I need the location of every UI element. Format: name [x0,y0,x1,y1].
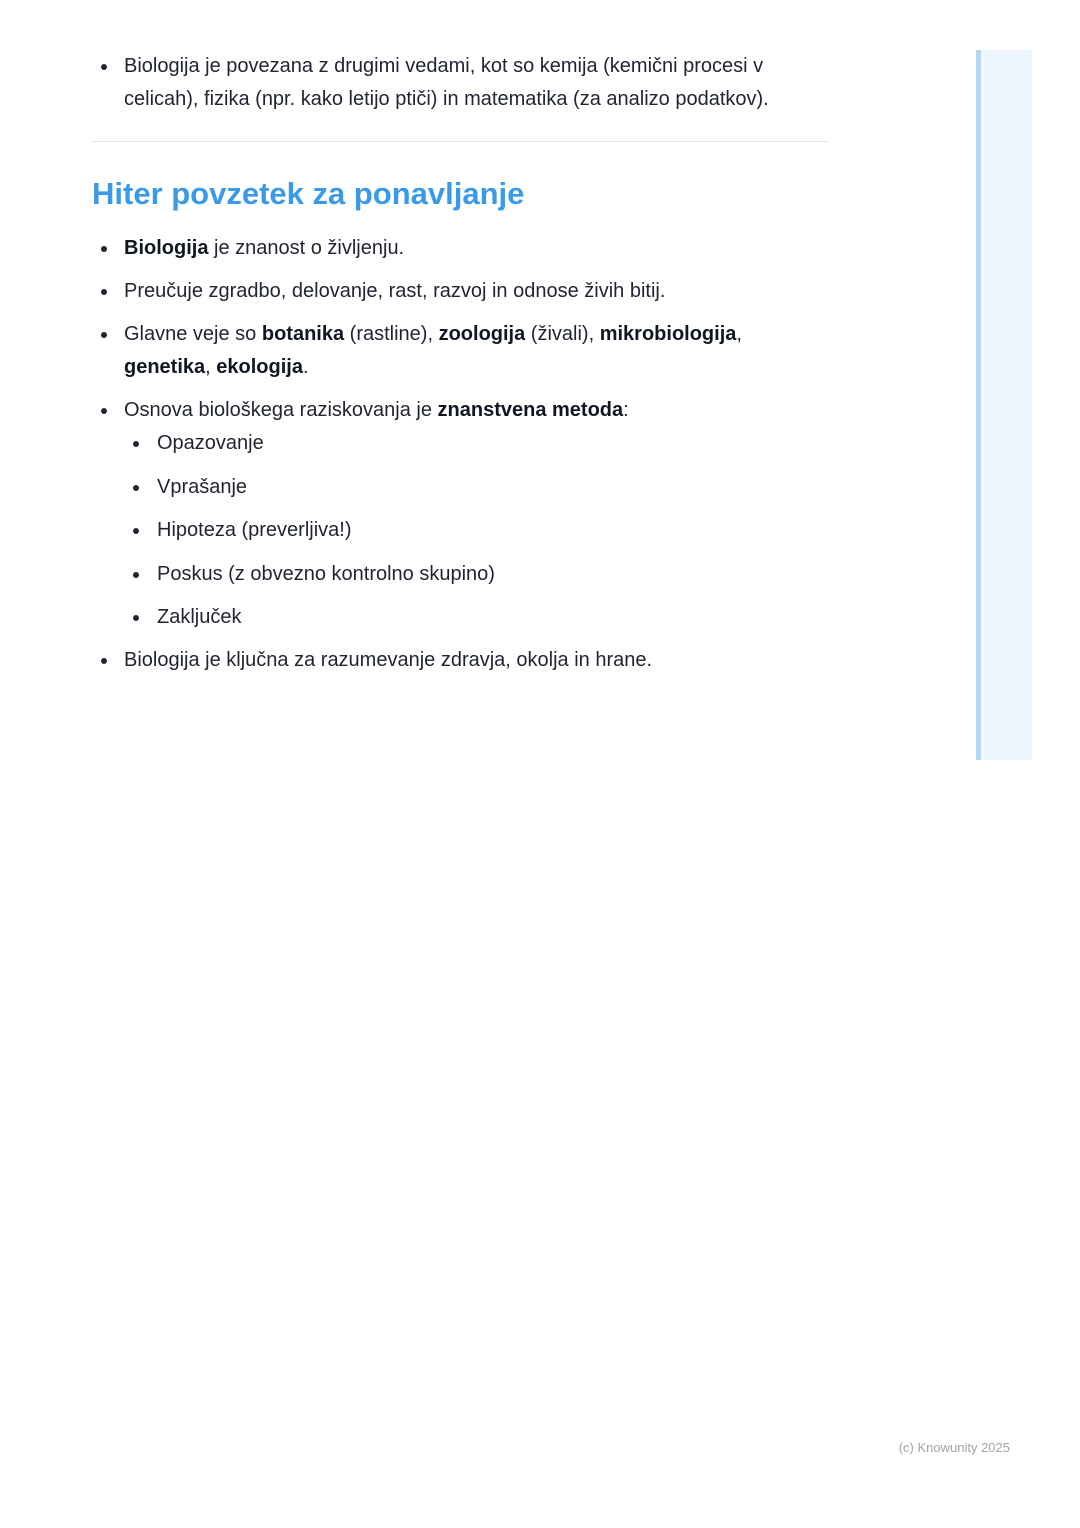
item-text: (živali), [525,323,600,345]
method-steps-list [124,427,828,634]
bold-term: ekologija [216,356,303,378]
item-text: (rastline), [344,323,439,345]
item-text: Glavne veje so [124,323,262,345]
copyright-footer: (c) Knowunity 2025 [898,1440,1010,1455]
bold-term: mikrobiologija [599,323,737,345]
method-step: Hipoteza (preverljiva!) [124,514,828,547]
intro-list [92,50,828,116]
item-text: : [623,399,629,421]
bold-term: Biologija [124,237,209,259]
list-item [92,275,828,308]
bold-term: zoologija [438,323,526,345]
item-text: . [302,356,309,378]
method-step: Vprašanje [124,471,828,504]
method-step: Opazovanje [124,427,828,460]
method-step: Poskus (z obvezno kontrolno skupino) [124,558,828,591]
bold-term: znanstvena metoda [437,399,624,421]
section-heading: Hiter povzetek za ponavljanje [92,176,525,211]
item-text: , [736,323,742,345]
method-step: Zaključek [124,601,828,634]
list-item [92,644,828,677]
list-item [92,232,828,265]
section-divider [92,141,828,142]
side-note-panel [976,50,1032,760]
bold-term: botanika [261,323,345,345]
item-text: , [205,356,217,378]
summary-list [92,232,828,677]
document-content [92,50,828,687]
item-text: Osnova biološkega raziskovanja je [124,399,438,421]
list-item [92,318,828,384]
item-text: je znanost o življenju. [208,237,405,259]
list-item [92,50,828,116]
item-text: Biologija je ključna za razumevanje zdravja, okolja in hrane. [124,649,653,671]
list-item [92,394,828,634]
item-text: Preučuje zgradbo, delovanje, rast, razvoj in odnose živih bitij. [124,280,666,302]
intro-bullet-text: Biologija je povezana z drugimi vedami, kot so kemija (kemični procesi v celicah), fizika (npr. kako letijo ptiči) in matematika (za analizo podatkov). [124,55,769,110]
bold-term: genetika [124,356,206,378]
